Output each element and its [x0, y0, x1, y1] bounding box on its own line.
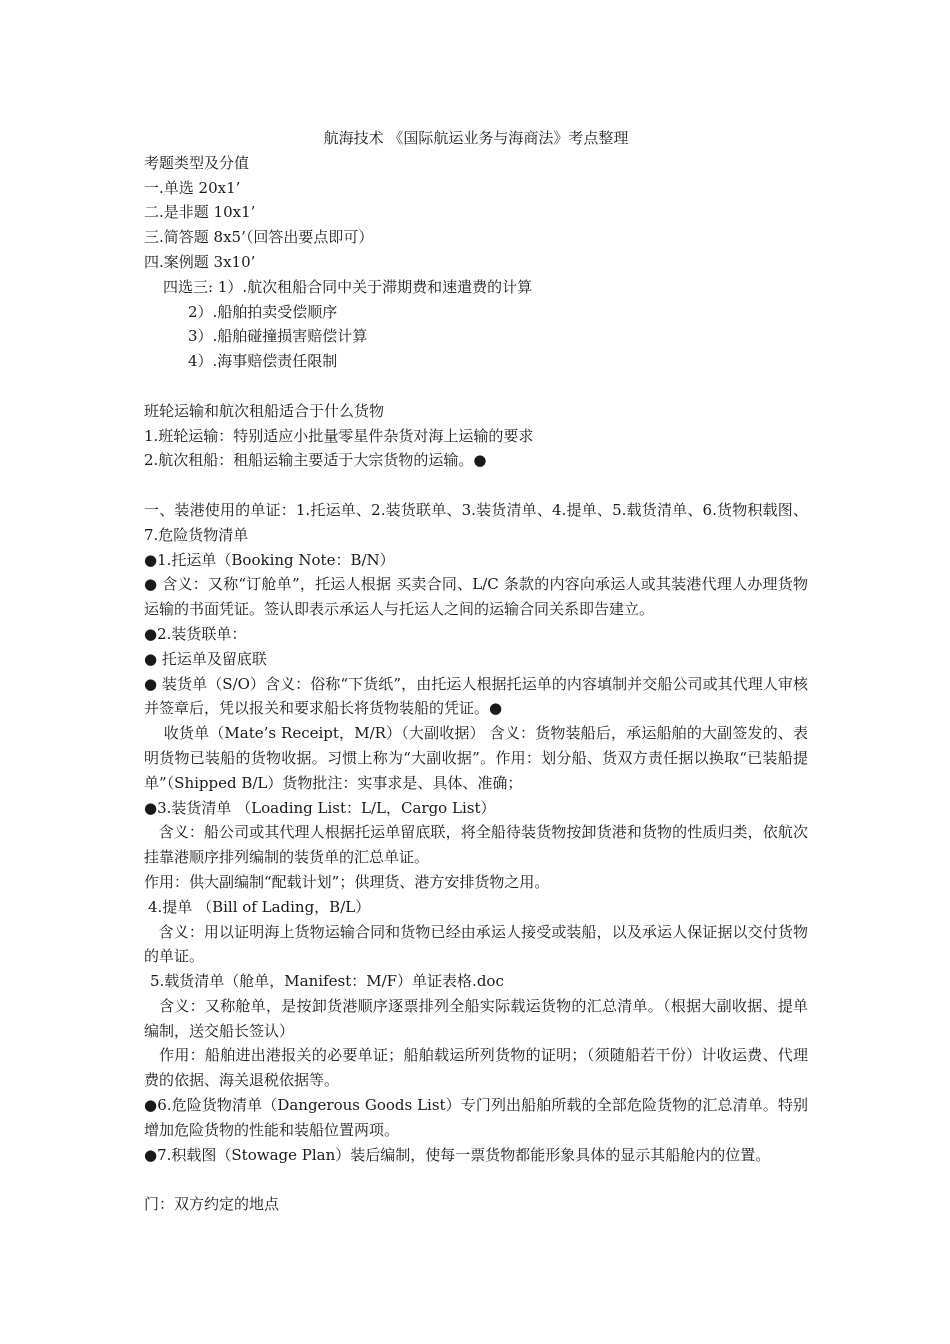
document-page [144, 126, 808, 1217]
exam-item: 三.简答题 8x5’（回答出要点即可） [144, 228, 374, 247]
exam-heading: 考题类型及分值 [144, 153, 250, 172]
blank-line [144, 374, 808, 399]
booking-note-heading: ●1.托运单（Booking Note：B/N） [144, 550, 395, 569]
documents-intro: 一、装港使用的单证：1.托运单、2.装货联单、3.装货清单、4.提单、5.载货清单、6.货物积载图、7.危险货物清单 [144, 500, 808, 544]
loading-list-definition: 含义：船公司或其代理人根据托运单留底联，将全船待装货物按卸货港和货物的性质归类，依航次挂靠港顺序排列编制的装货单的汇总单证。 [144, 823, 808, 867]
choose-three-item: 4）.海事赔偿责任限制 [188, 352, 338, 371]
shipping-set-heading: ●2.装货联单： [144, 624, 247, 643]
manifest-definition: 含义：又称舱单，是按卸货港顺序逐票排列全船实际载运货物的汇总清单。（根据大副收据、提单编制，送交船长签认） [144, 996, 808, 1040]
shipping-order-definition: ● 装货单（S/O）含义：俗称“下货纸”，由托运人根据托运单的内容填制并交船公司或其代理人审核并签章后，凭以报关和要求船长将货物装船的凭证。● [144, 674, 808, 718]
exam-item: 二.是非题 10x1’ [144, 203, 256, 222]
choose-three-item: 2）.船舶拍卖受偿顺序 [188, 302, 338, 321]
choose-three-item: 四选三: 1）.航次租船合同中关于滞期费和速遣费的计算 [163, 277, 533, 296]
cargo-line: 2.航次租船：租船运输主要适于大宗货物的运输。● [144, 451, 487, 470]
exam-item: 四.案例题 3x10’ [144, 252, 256, 271]
cargo-heading: 班轮运输和航次租船适合于什么货物 [144, 401, 385, 420]
shipping-set-item: ● 托运单及留底联 [144, 649, 267, 668]
bill-of-lading-heading: 4.提单 （Bill of Lading，B/L） [148, 897, 371, 916]
choose-three-item: 3）.船舶碰撞损害赔偿计算 [188, 327, 368, 346]
mates-receipt-definition: 收货单（Mate’s Receipt，M/R）（大副收据） 含义：货物装船后，承运船舶的大副签发的、表明货物已装船的货物收据。习惯上称为“大副收据”。作用：划分船、货双方责任据以换取“已装船提单”（Shipped B/L）货物批注：实事求是、具体、准确； [144, 724, 809, 792]
booking-note-definition: ● 含义：又称“订舱单”，托运人根据 买卖合同、L/C 条款的内容向承运人或其装港代理人办理货物运输的书面凭证。签认即表示承运人与托运人之间的运输合同关系即告建立。 [144, 575, 808, 619]
door-definition: 门：双方约定的地点 [144, 1195, 280, 1214]
dangerous-goods-list: ●6.危险货物清单（Dangerous Goods List）专门列出船舶所载的全部危险货物的汇总清单。特别增加危险货物的性能和装船位置两项。 [144, 1096, 808, 1139]
blank-line [144, 1167, 808, 1192]
exam-item: 一.单选 20x1’ [144, 178, 241, 197]
loading-list-usage: 作用：供大副编制“配载计划”；供理货、港方安排货物之用。 [144, 872, 550, 891]
blank-line [144, 473, 808, 498]
stowage-plan: ●7.积载图（Stowage Plan）装后编制，使每一票货物都能形象具体的显示其船舱内的位置。 [144, 1145, 771, 1164]
manifest-heading: 5.载货清单（舱单，Manifest：M/F）单证表格.doc [150, 972, 504, 991]
manifest-usage: 作用：船舶进出港报关的必要单证；船舶载运所列货物的证明；（须随船若干份）计收运费、代理费的依据、海关退税依据等。 [144, 1046, 808, 1090]
loading-list-heading: ●3.装货清单 （Loading List：L/L，Cargo List） [144, 798, 496, 817]
bill-of-lading-definition: 含义：用以证明海上货物运输合同和货物已经由承运人接受或装船，以及承运人保证据以交付货物的单证。 [144, 922, 808, 966]
document-title: 航海技术 《国际航运业务与海商法》考点整理 [323, 129, 629, 147]
cargo-line: 1.班轮运输：特别适应小批量零星件杂货对海上运输的要求 [144, 426, 534, 445]
